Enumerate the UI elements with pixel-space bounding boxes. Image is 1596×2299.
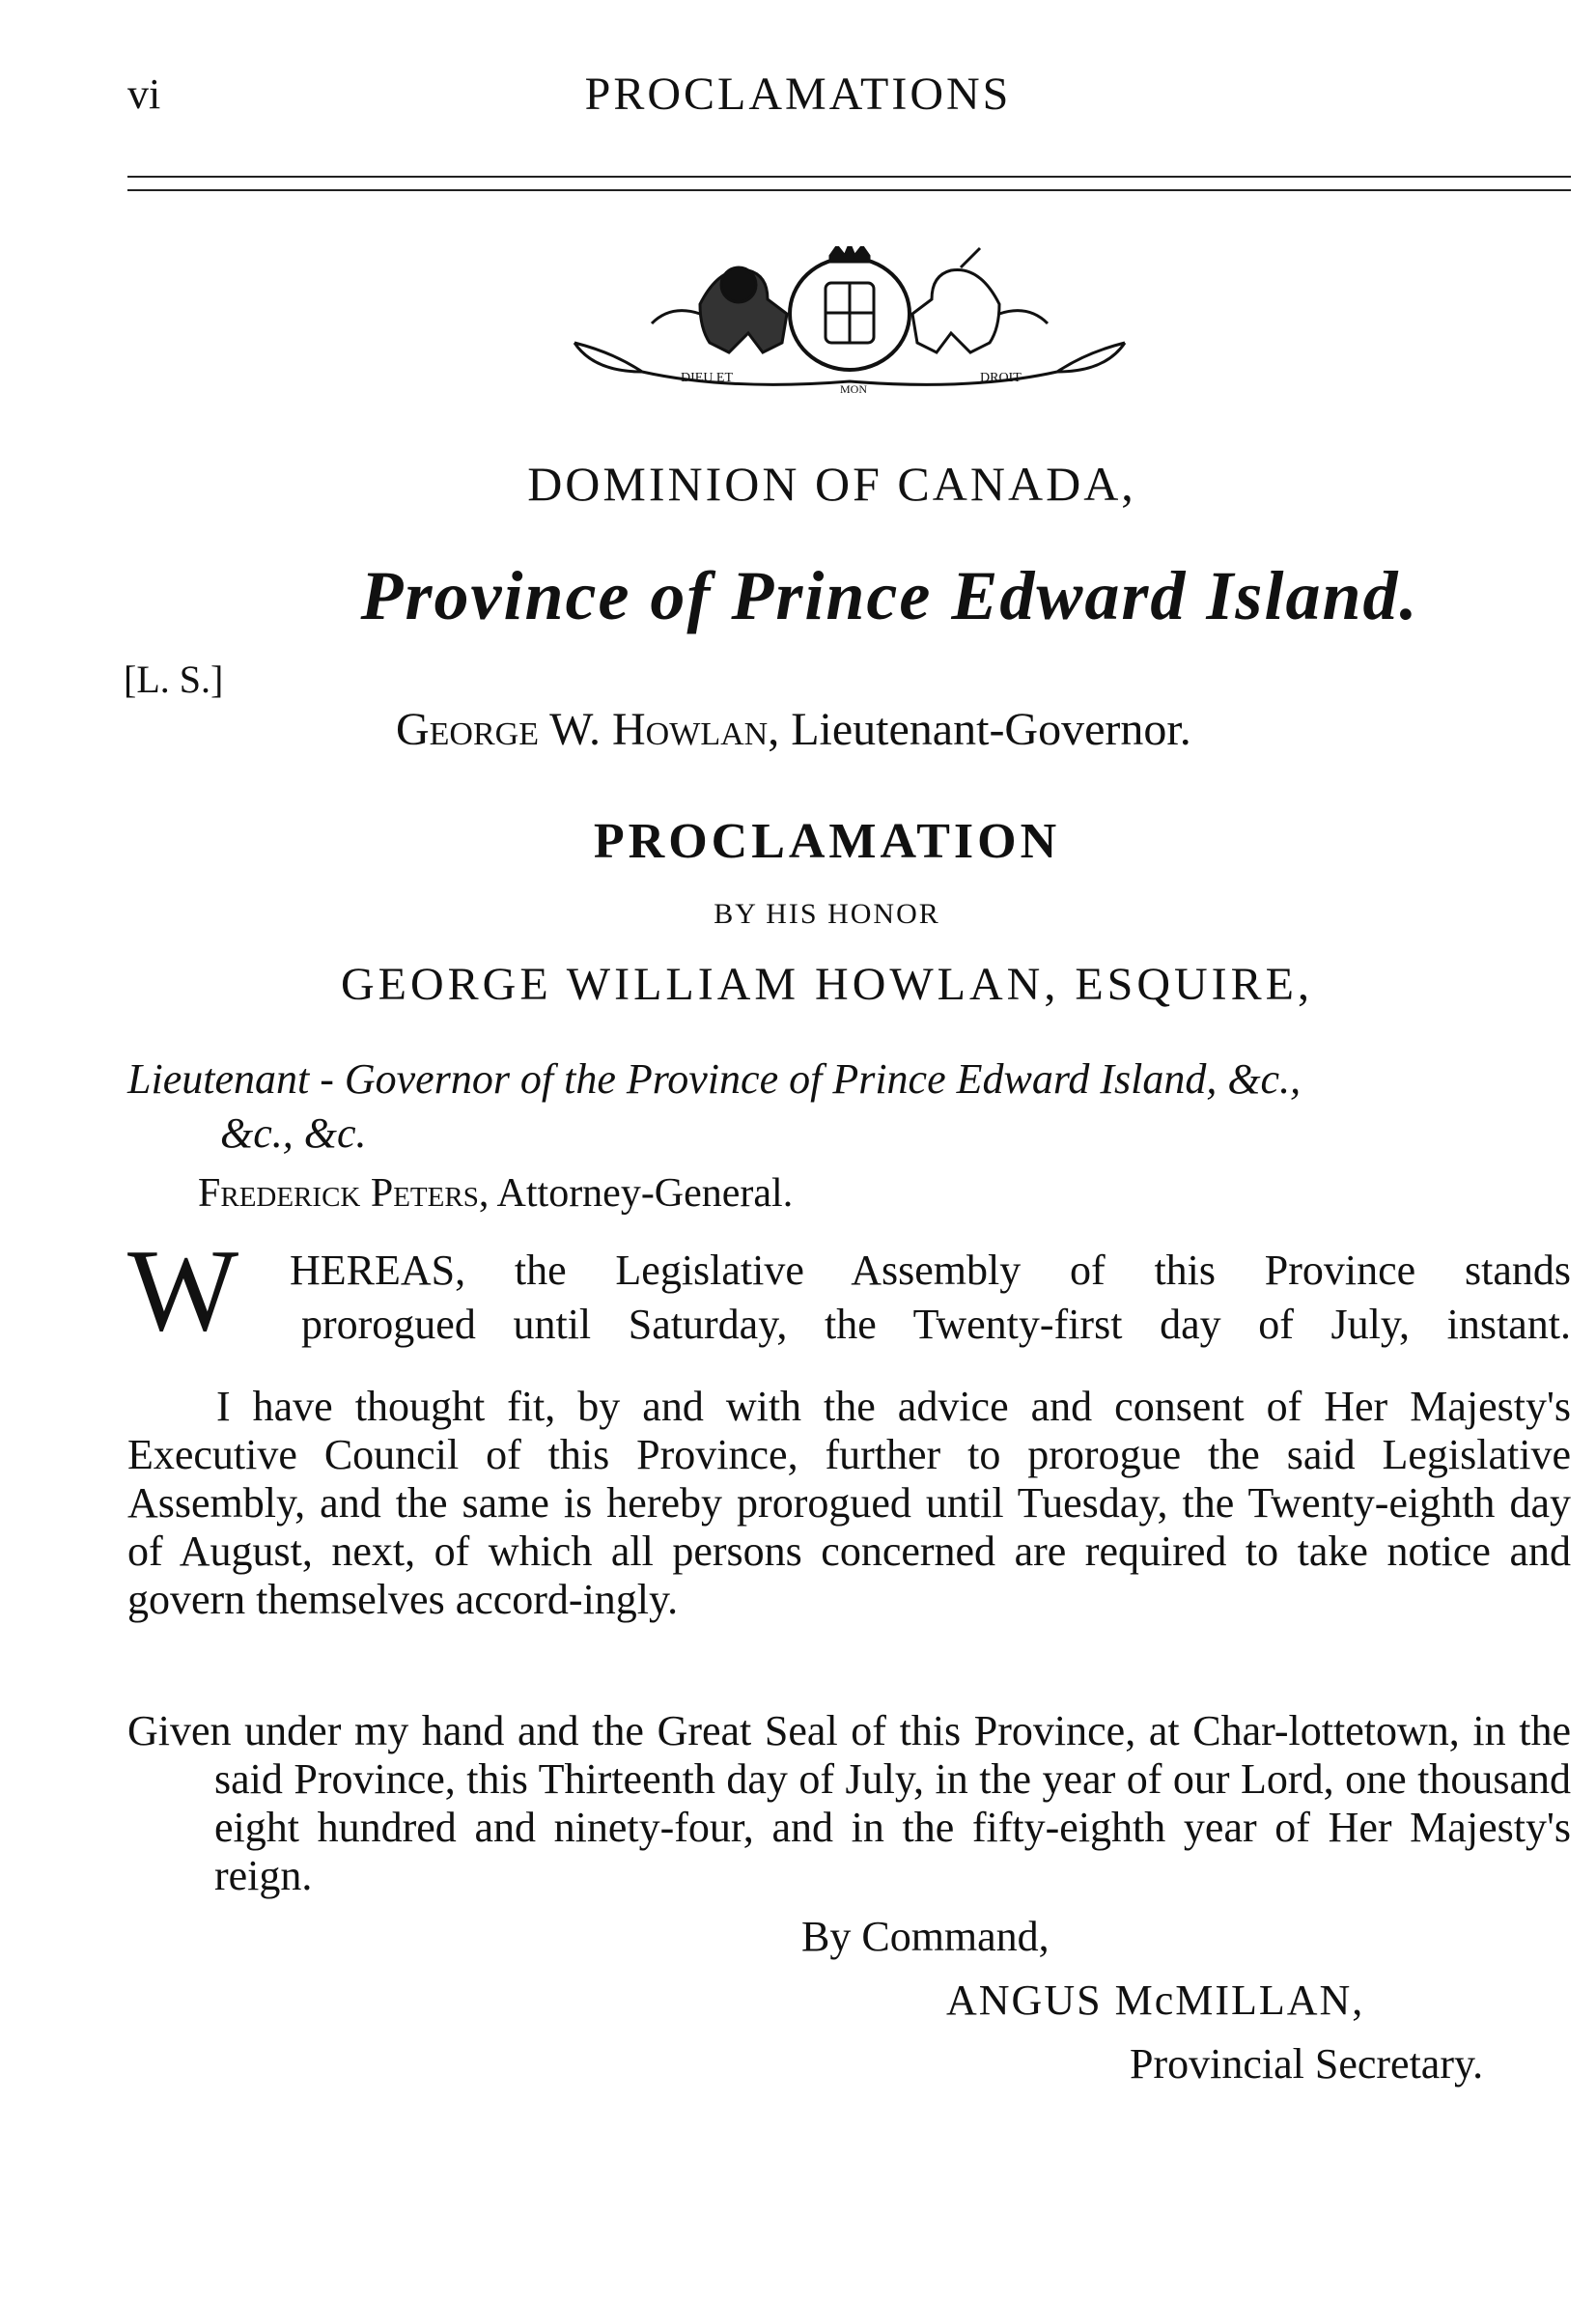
governor-name: George W. Howlan xyxy=(396,704,769,755)
attorney-line xyxy=(198,1170,793,1217)
signer-title: Provincial Secretary. xyxy=(1130,2040,1484,2088)
governor-role: , Lieutenant-Governor. xyxy=(768,704,1191,755)
header-rule xyxy=(127,176,1571,191)
whereas-line1: HEREAS, the Legislative Assembly of this Province stands xyxy=(290,1247,1571,1294)
attorney-name: Frederick Peters xyxy=(198,1171,479,1216)
given-paragraph: Given under my hand and the Great Seal of this Province, at Char-lottetown, in the said Province, this Thirteenth day of July, in the year of our Lord, one thousand eight hundred and ninety-four, and in the fifty-eighth year of Her Majesty's reign. xyxy=(127,1707,1571,1899)
whereas-line2: prorogued until Saturday, the Twenty-first day of July, instant. xyxy=(301,1301,1571,1348)
by-command: By Command, xyxy=(801,1913,1050,1960)
motto-right: DROIT xyxy=(980,371,1022,385)
crown-icon xyxy=(830,246,869,262)
proclamation-title: PROCLAMATION xyxy=(593,814,1061,869)
seal-mark: [L. S.] xyxy=(124,658,224,701)
drop-cap: W xyxy=(127,1225,239,1356)
governor-style-line2: &c., &c. xyxy=(220,1109,367,1157)
governor-line xyxy=(396,703,1191,756)
governor-style-line1: Lieutenant - Governor of the Province of Prince Edward Island, &c., xyxy=(127,1055,1302,1103)
dominion-heading: DOMINION OF CANADA, xyxy=(527,457,1136,511)
by-his-honor: BY HIS HONOR xyxy=(714,898,940,930)
running-head: PROCLAMATIONS xyxy=(584,69,1012,120)
prorogation-paragraph: I have thought fit, by and with the advice and consent of Her Majesty's Executive Council of this Province, further to prorogue the said Legislative Assembly, and the same is hereby prorogued until Tuesday, the Twenty-eighth day of August, next, of which all persons concerned are required to take notice and govern themselves accord-ingly. xyxy=(127,1383,1571,1623)
page-number: vi xyxy=(127,70,161,118)
unicorn-supporter xyxy=(912,269,999,352)
motto-mid: MON xyxy=(840,382,868,396)
governor-full-name: GEORGE WILLIAM HOWLAN, ESQUIRE, xyxy=(341,959,1313,1010)
signer-name: ANGUS McMILLAN, xyxy=(946,1977,1365,2024)
motto-left: DIEU ET xyxy=(681,371,734,385)
province-heading: Province of Prince Edward Island. xyxy=(360,557,1419,634)
motto-ribbon xyxy=(574,343,1125,384)
governor-style xyxy=(127,1052,1571,1161)
royal-coat-of-arms xyxy=(555,246,1144,401)
attorney-role: , Attorney-General. xyxy=(478,1171,794,1216)
